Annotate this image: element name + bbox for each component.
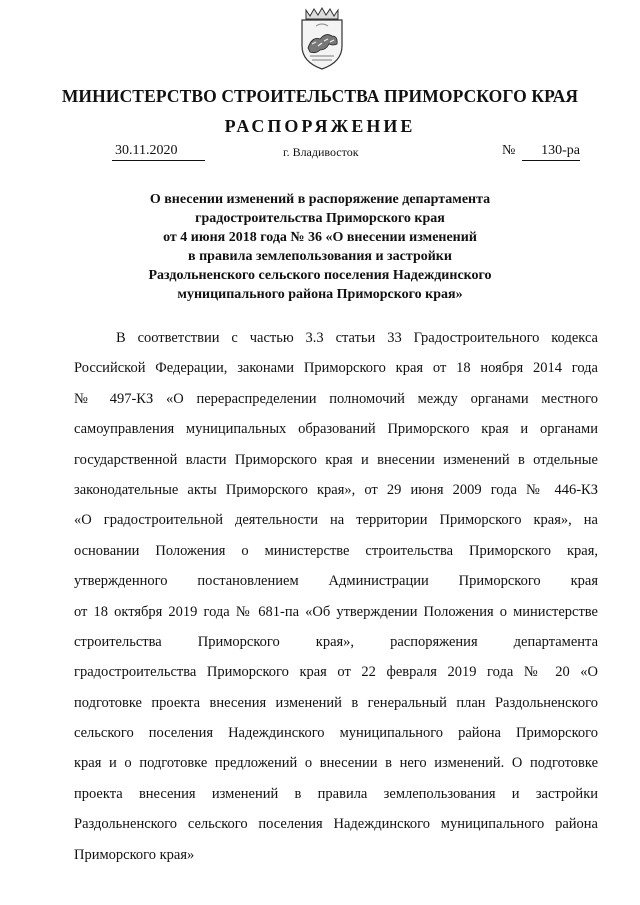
body-line: проекта внесения изменений в правила землепользования и застройки — [74, 785, 598, 802]
document-title — [0, 190, 640, 304]
body-line: № 497-КЗ «О перераспределении полномочий между органами местного — [74, 390, 598, 407]
title-line: Раздольненского сельского поселения Надеждинского — [148, 268, 492, 283]
body-line: В соответствии с частью 3.3 статьи 33 Градостроительного кодекса — [116, 330, 598, 346]
title-line: от 4 июня 2018 года № 36 «О внесении изменений — [163, 230, 477, 245]
document-date: 30.11.2020 — [112, 143, 205, 161]
body-line: самоуправления муниципальных образований Приморского края и органами — [74, 421, 598, 438]
document-type: РАСПОРЯЖЕНИЕ — [224, 116, 416, 136]
body-line: государственной власти Приморского края и внесении изменений в отдельные — [74, 451, 598, 468]
document-city: г. Владивосток — [283, 145, 359, 159]
body-line: Раздольненского сельского поселения Надеждинского муниципального района — [74, 816, 598, 833]
body-line: градостроительства Приморского края от 22 февраля 2019 года № 20 «О — [74, 664, 598, 681]
title-line: муниципального района Приморского края» — [177, 287, 463, 302]
body-line: от 18 октября 2019 года № 681-па «Об утверждении Положения о министерстве — [74, 603, 598, 620]
document-number: 130-ра — [522, 143, 580, 161]
body-line: Приморского края» — [74, 846, 195, 863]
body-line: строительства Приморского края», распоряжения департамента — [74, 633, 598, 650]
body-line: подготовке проекта внесения изменений в генеральный план Раздольненского — [74, 694, 598, 711]
body-line: «О градостроительной деятельности на территории Приморского края», на — [74, 512, 598, 529]
body-line: основании Положения о министерстве строительства Приморского края, — [74, 542, 598, 559]
body-line: сельского поселения Надеждинского муниципального района Приморского — [74, 725, 598, 742]
body-line: утвержденного постановлением Администрации Приморского края — [74, 573, 598, 590]
body-line: законодательные акты Приморского края», от 29 июня 2009 года № 446-КЗ — [74, 481, 598, 498]
coat-of-arms-icon — [296, 6, 348, 72]
number-sign: № — [502, 143, 516, 158]
body-line: края и о подготовке предложений о внесении в него изменений. О подготовке — [74, 755, 598, 772]
body-line: Российской Федерации, законами Приморского края от 18 ноября 2014 года — [74, 360, 598, 377]
title-line: в правила землепользования и застройки — [188, 249, 452, 264]
document-body — [74, 323, 598, 870]
title-line: градостроительства Приморского края — [195, 211, 445, 226]
title-line: О внесении изменений в распоряжение департамента — [149, 192, 491, 207]
ministry-name: МИНИСТЕРСТВО СТРОИТЕЛЬСТВА ПРИМОРСКОГО КРАЯ — [61, 86, 579, 106]
